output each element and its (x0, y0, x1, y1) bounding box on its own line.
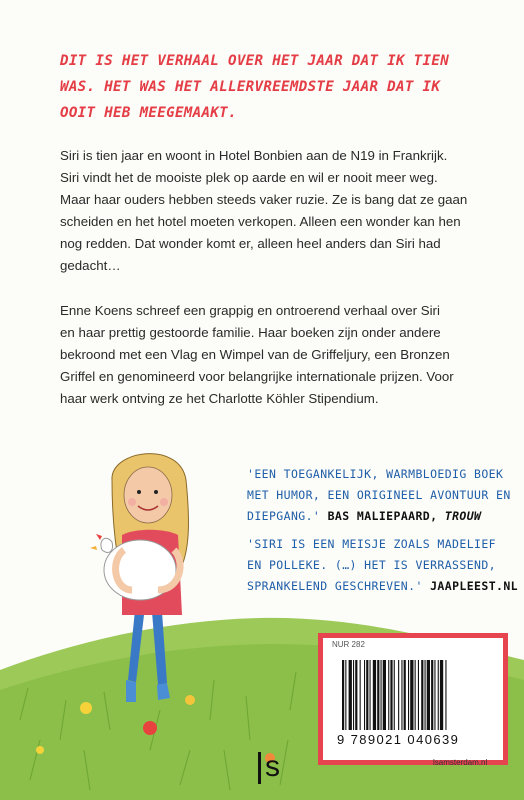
barcode-bar (427, 660, 430, 730)
barcode-bar (410, 660, 413, 730)
quote-line: 'EEN TOEGANKELIJK, WARMBLOEDIG BOEK (247, 467, 504, 481)
barcode-bar (445, 660, 446, 730)
barcode-bar (431, 660, 433, 730)
quote-line: EN POLLEKE. (…) HET IS VERRASSEND, (247, 558, 497, 572)
barcode-bar (425, 660, 426, 730)
barcode-bar (390, 660, 392, 730)
barcode-bar (434, 660, 435, 730)
author-paragraph (60, 300, 500, 410)
summary-line: gedacht… (60, 258, 121, 273)
summary-line: scheiden en het hotel moeten verkopen. Alleen een wonder kan hen (60, 214, 461, 229)
intro-line: WAS. HET WAS HET ALLERVREEMDSTE JAAR DAT IK (60, 79, 441, 95)
barcode-bar (418, 660, 419, 730)
barcode-bar (349, 660, 352, 730)
summary-line: nog redden. Dat wonder komt er, alleen heel anders dan Siri had (60, 236, 441, 251)
author-line: bekroond met een Vlag en Wimpel van de Griffeljury, een Bronzen (60, 347, 450, 362)
summary-paragraph (60, 145, 500, 277)
barcode-bar (388, 660, 389, 730)
summary-line: Siri vindt het de mooiste plek op aarde en wil er nooit meer weg. (60, 170, 438, 185)
barcode-bar (366, 660, 368, 730)
quote-line: MET HUMOR, EEN ORIGINEEL AVONTUUR EN (247, 488, 511, 502)
quote-line: SPRANKELEND GESCHREVEN.' (247, 579, 423, 593)
publisher-website: lsamsterdam.nl (433, 758, 488, 767)
review-quote-trouw (247, 464, 517, 527)
barcode-bar (408, 660, 409, 730)
intro-line: DIT IS HET VERHAAL OVER HET JAAR DAT IK TIEN (60, 53, 450, 69)
quote-source: JAAPLEEST.NL (430, 579, 518, 593)
intro-text (60, 48, 480, 126)
girl-with-chicken-illustration (40, 440, 240, 730)
logo-bar-icon (258, 752, 261, 784)
author-line: Enne Koens schreef een grappig en ontroerend verhaal over Siri (60, 303, 440, 318)
author-line: Griffel en genomineerd voor belangrijke internationale prijzen. Voor (60, 369, 454, 384)
quote-line: DIEPGANG.' (247, 509, 321, 523)
barcode-bar (438, 660, 439, 730)
isbn-number: 9 789021 040639 (337, 732, 460, 747)
barcode-bar (345, 660, 346, 730)
barcode-bar (398, 660, 399, 730)
author-line: en haar prettig gestoorde familie. Haar boeken zijn onder andere (60, 325, 441, 340)
author-line: haar werk ontving ze het Charlotte Köhler Stipendium. (60, 391, 379, 406)
publisher-logo (258, 752, 280, 784)
barcode-bar (360, 660, 361, 730)
barcode-bar (370, 660, 371, 730)
barcode-bar (377, 660, 379, 730)
barcode-bar (373, 660, 376, 730)
summary-line: Maar haar ouders hebben steeds vaker ruzie. Ze is bang dat ze gaan (60, 192, 468, 207)
barcode-bar (404, 660, 406, 730)
barcode-bar (364, 660, 365, 730)
quote-source-name: BAS MALIEPAARD, (327, 509, 438, 523)
barcode-bar (355, 660, 357, 730)
barcode-bar (353, 660, 354, 730)
quote-source-publication: TROUW (444, 509, 482, 523)
review-quote-jaapleest (247, 534, 517, 597)
barcode-bar (381, 660, 382, 730)
barcode (340, 660, 490, 732)
summary-line: Siri is tien jaar en woont in Hotel Bonbien aan de N19 in Frankrijk. (60, 148, 448, 163)
barcode-bar (421, 660, 423, 730)
barcode-bar (342, 660, 344, 730)
barcode-bar (394, 660, 395, 730)
quote-line: 'SIRI IS EEN MEISJE ZOALS MADELIEF (247, 537, 497, 551)
barcode-bar (440, 660, 443, 730)
barcode-bar (401, 660, 402, 730)
logo-letter: s (265, 750, 280, 783)
barcode-bar (415, 660, 416, 730)
intro-line: OOIT HEB MEEGEMAAKT. (60, 105, 237, 121)
nur-code: NUR 282 (332, 640, 365, 649)
barcode-bar (383, 660, 386, 730)
